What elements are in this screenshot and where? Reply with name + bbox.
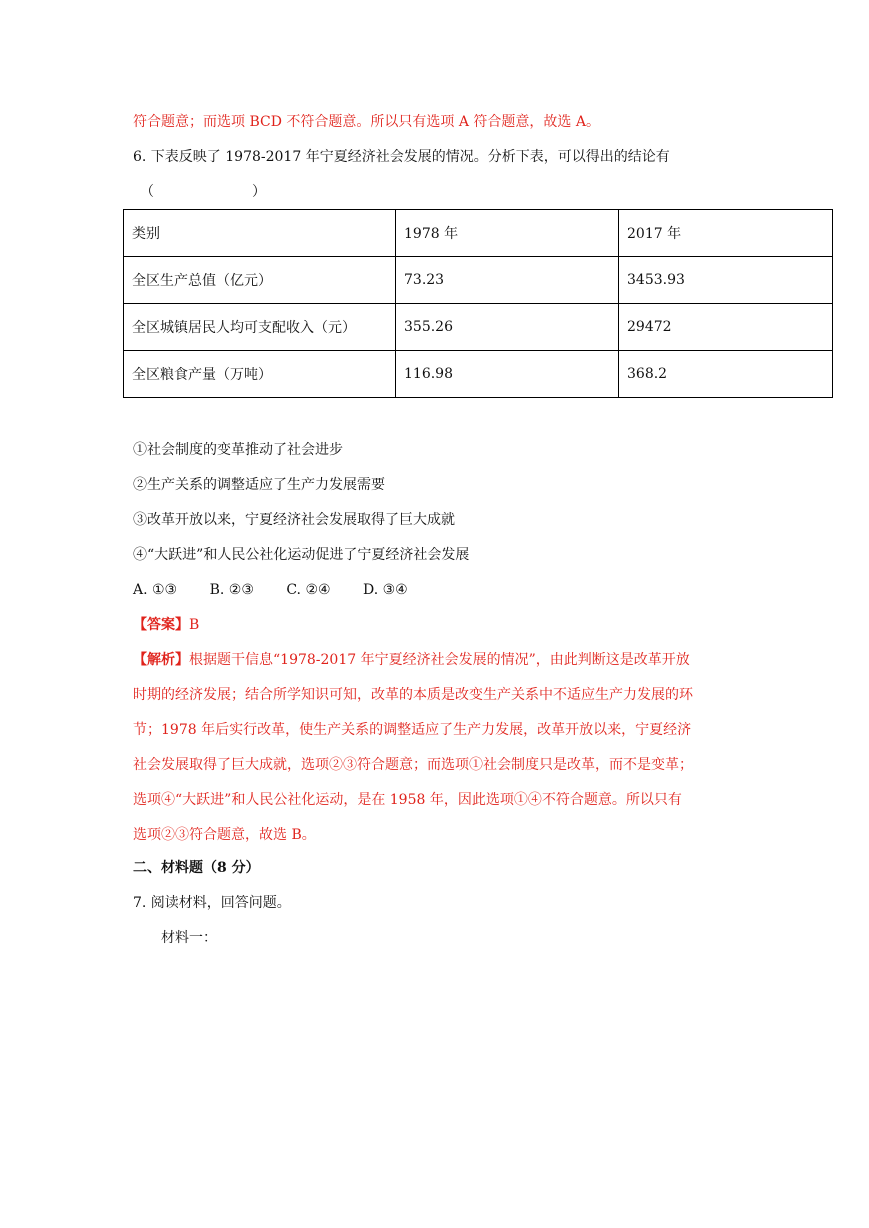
table-cell: 355.26 (396, 304, 619, 351)
table-header-cell: 1978 年 (396, 210, 619, 257)
answer-value: B (189, 617, 200, 633)
analysis-line-4: 社会发展取得了巨大成就，选项②③符合题意；而选项①社会制度只是改革，而不是变革； (133, 757, 693, 773)
table-row (124, 304, 833, 351)
statement-1: ①社会制度的变革推动了社会进步 (133, 442, 343, 458)
table-row (124, 257, 833, 304)
answer-line (133, 615, 199, 635)
statement-3: ③改革开放以来，宁夏经济社会发展取得了巨大成就 (133, 512, 455, 528)
analysis-label: 【解析】 (133, 652, 189, 668)
question-6-blank: （ ） (140, 184, 266, 200)
analysis-line-5: 选项④“大跃进”和人民公社化运动，是在 1958 年，因此选项①④不符合题意。所以只有 (133, 792, 682, 808)
table-header-cell: 类别 (124, 210, 396, 257)
table-cell: 3453.93 (619, 257, 833, 304)
table-cell: 全区生产总值（亿元） (124, 257, 396, 304)
option-b: B. ②③ (209, 582, 254, 598)
analysis-line-2: 时期的经济发展；结合所学知识可知，改革的本质是改变生产关系中不适应生产力发展的环 (133, 687, 693, 703)
options-row (133, 580, 436, 600)
statement-2: ②生产关系的调整适应了生产力发展需要 (133, 477, 385, 493)
section-2-heading: 二、材料题（8 分） (133, 860, 260, 876)
option-c: C. ②④ (286, 582, 331, 598)
table-cell: 全区粮食产量（万吨） (124, 351, 396, 398)
table-cell: 73.23 (396, 257, 619, 304)
table-row (124, 351, 833, 398)
statement-4: ④“大跃进”和人民公社化运动促进了宁夏经济社会发展 (133, 547, 470, 563)
analysis-line-1 (133, 650, 690, 670)
option-a: A. ①③ (133, 582, 178, 598)
previous-answer-tail: 符合题意；而选项 BCD 不符合题意。所以只有选项 A 符合题意，故选 A。 (133, 114, 600, 130)
question-6-stem: 6. 下表反映了 1978-2017 年宁夏经济社会发展的情况。分析下表，可以得出的结论有 (133, 149, 670, 165)
data-table (123, 209, 833, 398)
table-header-cell: 2017 年 (619, 210, 833, 257)
analysis-text-1: 根据题干信息“1978-2017 年宁夏经济社会发展的情况”，由此判断这是改革开放 (189, 652, 690, 668)
table-cell: 116.98 (396, 351, 619, 398)
question-7-stem: 7. 阅读材料，回答问题。 (133, 895, 291, 911)
option-d: D. ③④ (363, 582, 408, 598)
table-cell: 29472 (619, 304, 833, 351)
material-1-label: 材料一： (161, 930, 217, 946)
table-header-row (124, 210, 833, 257)
analysis-line-6: 选项②③符合题意，故选 B。 (133, 827, 316, 843)
analysis-line-3: 节；1978 年后实行改革，使生产关系的调整适应了生产力发展，改革开放以来，宁夏经济 (133, 722, 692, 738)
table-cell: 全区城镇居民人均可支配收入（元） (124, 304, 396, 351)
table-cell: 368.2 (619, 351, 833, 398)
answer-label: 【答案】 (133, 617, 189, 633)
